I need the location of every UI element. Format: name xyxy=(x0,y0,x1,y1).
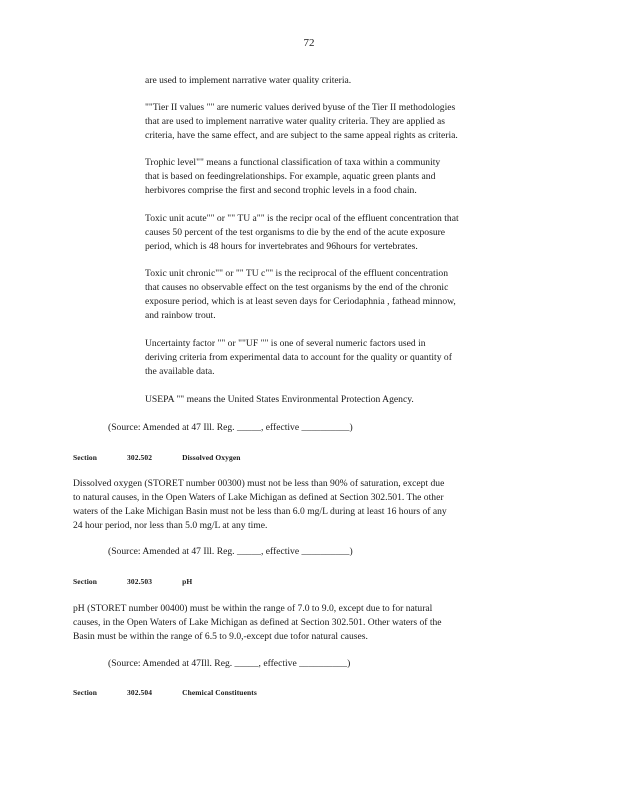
section-id: 302.502 xyxy=(127,453,153,462)
definition-line: Toxic unit acute"" or "" TU a"" is the recipr ocal of the effluent concentration that xyxy=(145,213,459,224)
definition-toxic-unit-chronic xyxy=(145,267,535,323)
definition-line: USEPA "" means the United States Environmental Protection Agency. xyxy=(145,394,414,405)
section-title: Dissolved Oxygen xyxy=(182,453,241,462)
definition-usepa xyxy=(145,393,535,407)
definition-line: deriving criteria from experimental data to account for the quality or quantity of xyxy=(145,352,452,363)
section-title: Chemical Constituents xyxy=(182,688,257,697)
definition-line: period, which is 48 hours for invertebrates and 96hours for vertebrates. xyxy=(145,241,418,252)
definition-line: criteria, have the same effect, and are subject to the same appeal rights as criteria. xyxy=(145,130,458,141)
paragraph-line: causes, in the Open Waters of Lake Michigan as defined at Section 302.501. Other waters of the xyxy=(73,617,442,628)
section-heading-302-502 xyxy=(73,451,269,465)
definition-toxic-unit-acute xyxy=(145,212,535,254)
definition-trophic-level xyxy=(145,156,535,198)
definition-line: ""Tier II values "" are numeric values derived byuse of the Tier II methodologies xyxy=(145,102,456,113)
definition-line: exposure period, which is at least seven days for Ceriodaphnia , fathead minnow, xyxy=(145,296,456,307)
definition-line: Uncertainty factor "" or ""UF "" is one of several numeric factors used in xyxy=(145,338,426,349)
definition-line: that are used to implement narrative water quality criteria. They are applied as xyxy=(145,116,446,127)
source-note-1: (Source: Amended at 47 Ill. Reg. _____, effective __________) xyxy=(108,422,353,433)
intro-line xyxy=(145,74,535,88)
source-note-2: (Source: Amended at 47 Ill. Reg. _____, effective __________) xyxy=(108,546,353,557)
source-note-3: (Source: Amended at 47Ill. Reg. _____, effective __________) xyxy=(108,658,351,669)
section-label: Section xyxy=(73,688,98,697)
section-id: 302.503 xyxy=(127,577,153,586)
section-id: 302.504 xyxy=(127,688,153,697)
definition-line: Toxic unit chronic"" or "" TU c"" is the reciprocal of the effluent concentration xyxy=(145,268,448,279)
paragraph-line: 24 hour period, nor less than 5.0 mg/L at any time. xyxy=(73,520,268,531)
section-title: pH xyxy=(182,577,193,586)
paragraph-line: pH (STORET number 00400) must be within the range of 7.0 to 9.0, except due to for natural xyxy=(73,603,433,614)
section-heading-302-503 xyxy=(73,575,220,589)
definition-line: that causes no observable effect on the test organisms by the end of the chronic xyxy=(145,282,449,293)
ph-paragraph xyxy=(73,602,543,644)
paragraph-line: Dissolved oxygen (STORET number 00300) must not be less than 90% of saturation, except due xyxy=(73,478,445,489)
definition-uncertainty-factor xyxy=(145,337,535,379)
definition-line: the available data. xyxy=(145,366,215,377)
intro-text: are used to implement narrative water quality criteria. xyxy=(145,75,352,86)
page-number: 72 xyxy=(303,37,315,49)
paragraph-line: Basin must be within the range of 6.5 to 9.0,-except due tofor natural causes. xyxy=(73,631,368,642)
paragraph-line: to natural causes, in the Open Waters of Lake Michigan as defined at Section 302.501. The other xyxy=(73,492,444,503)
definition-line: herbivores comprise the first and second trophic levels in a food chain. xyxy=(145,185,417,196)
section-label: Section xyxy=(73,453,98,462)
section-label: Section xyxy=(73,577,98,586)
definition-tier-ii-values xyxy=(145,101,535,143)
paragraph-line: waters of the Lake Michigan Basin must not be less than 6.0 mg/L during at least 16 hours of any xyxy=(73,506,447,517)
definition-line: and rainbow trout. xyxy=(145,310,216,321)
definition-line: causes 50 percent of the test organisms to die by the end of the acute exposure xyxy=(145,227,446,238)
section-heading-302-504 xyxy=(73,686,285,700)
definition-line: that is based on feedingrelationships. For example, aquatic green plants and xyxy=(145,171,436,182)
dissolved-oxygen-paragraph xyxy=(73,477,543,533)
definition-line: Trophic level"" means a functional classification of taxa within a community xyxy=(145,157,441,168)
